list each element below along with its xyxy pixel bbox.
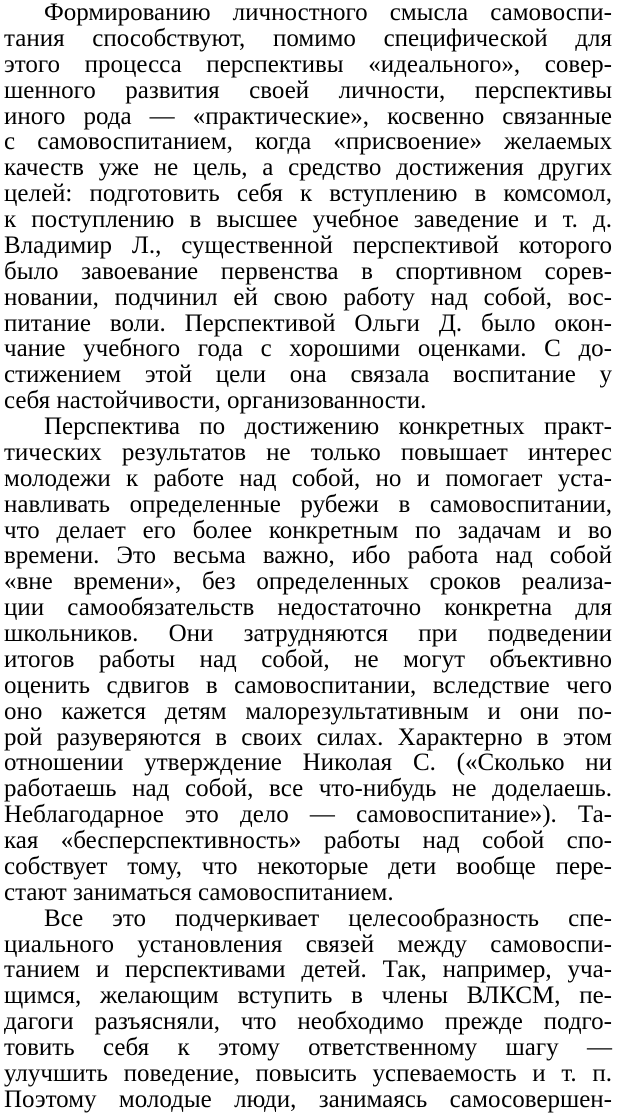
text-line: итогов работы над собой, не могут объективно: [4, 645, 612, 673]
text-line: «вне времени», без определенных сроков реализа-: [4, 568, 612, 596]
text-line: этого процесса перспективы «идеального», совер-: [4, 50, 612, 78]
document-page: [4, 0, 612, 1113]
text-line: было завоевание первенства в спортивном сорев-: [4, 257, 612, 285]
text-line: оно кажется детям малорезультативным и они по-: [4, 697, 612, 725]
text-line: тания способствуют, помимо специфической для: [4, 24, 612, 52]
text-line: щимся, желающим вступить в члены ВЛКСМ, пе-: [4, 982, 612, 1010]
text-line: навливать определенные рубежи в самовоспитании,: [4, 490, 612, 518]
text-line: собствует тому, что некоторые дети вообще пере-: [4, 852, 612, 880]
paragraph-1: [4, 0, 612, 414]
text-line: иного рода — «практические», косвенно связанные: [4, 102, 612, 130]
text-line: молодежи к работе над собой, но и помогает уста-: [4, 464, 612, 492]
text-line: шенного развития своей личности, перспективы: [4, 76, 612, 104]
paragraph-3: [4, 906, 612, 1113]
text-line: кая «бесперспективность» работы над собой спо-: [4, 827, 612, 854]
text-line: танием и перспективами детей. Так, например, уча-: [4, 956, 612, 984]
text-line: к поступлению в высшее учебное заведение и т. д.: [4, 206, 612, 233]
text-line: чание учебного года с хорошими оценками. С до-: [4, 335, 612, 363]
text-line: улучшить поведение, повысить успеваемость и т. п.: [4, 1059, 612, 1087]
text-line: рой разуверяются в своих силах. Характерно в этом: [4, 723, 612, 751]
text-line: Формированию личностного смысла самовоспи-: [44, 0, 612, 26]
paragraph-2: [4, 414, 612, 906]
text-line: работаешь над собой, все что-нибудь не доделаешь.: [4, 775, 612, 803]
text-line: стижением этой цели она связала воспитание у: [4, 361, 612, 389]
text-line: стают заниматься самовоспитанием.: [4, 878, 394, 906]
text-line: ции самообязательств недостаточно конкретна для: [4, 594, 612, 622]
text-line: Все это подчеркивает целесообразность спе-: [44, 904, 612, 932]
text-line: времени. Это весьма важно, ибо работа над собой: [4, 542, 612, 570]
text-line: Неблагодарное это дело — самовоспитание»). Та-: [4, 801, 612, 829]
text-line: тических результатов не только повышает интерес: [4, 438, 612, 466]
text-line: с самовоспитанием, когда «присвоение» желаемых: [4, 128, 612, 156]
text-line: Перспектива по достижению конкретных практ-: [44, 413, 612, 440]
text-line: Поэтому молодые люди, занимаясь самосовершен-: [4, 1085, 612, 1113]
text-line: что делает его более конкретным по задачам и во: [4, 516, 612, 544]
text-line: отношении утверждение Николая С. («Сколько ни: [4, 749, 612, 777]
text-line: товить себя к этому ответственному шагу —: [4, 1034, 612, 1061]
text-line: оценить сдвигов в самовоспитании, вследствие чего: [4, 671, 612, 699]
text-line: Владимир Л., существенной перспективой которого: [4, 231, 612, 259]
text-line: новании, подчинил ей свою работу над собой, вос-: [4, 283, 612, 311]
text-line: школьников. Они затрудняются при подведении: [4, 620, 612, 647]
text-line: целей: подготовить себя к вступлению в комсомол,: [4, 180, 612, 208]
text-line: питание воли. Перспективой Ольги Д. было окон-: [4, 309, 612, 337]
text-line: себя настойчивости, организованности.: [4, 387, 427, 415]
text-line: качеств уже не цель, а средство достижения других: [4, 154, 612, 182]
text-line: циального установления связей между самовоспи-: [4, 930, 612, 958]
text-line: дагоги разъясняли, что необходимо прежде подго-: [4, 1008, 612, 1036]
